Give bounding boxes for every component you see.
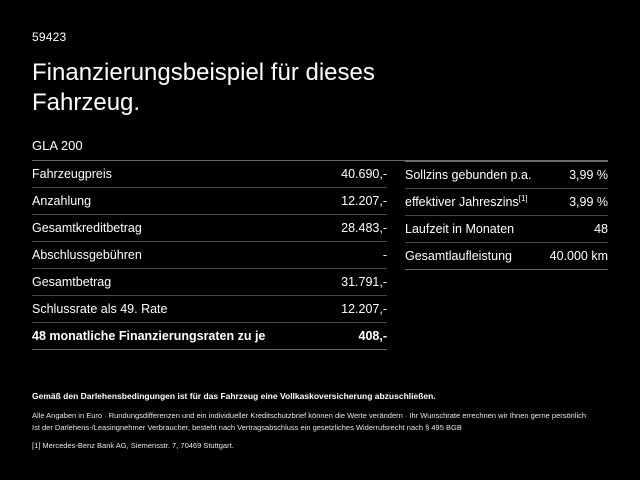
footnote-line-2: Ist der Darlehens-/Leasingnehmer Verbraucher, besteht nach Vertragsabschluss ein gesetzliches Widerrufsrecht nach § 495 BGB (32, 422, 462, 432)
footnotes (32, 390, 607, 452)
row-label: Schlussrate als 49. Rate (32, 302, 168, 316)
row-label-text: effektiver Jahreszins (405, 195, 519, 209)
row-value: 48 (594, 222, 608, 236)
row-value: - (382, 248, 387, 262)
row-value: 3,99 % (569, 195, 608, 209)
row-label: Gesamtkreditbetrag (32, 221, 142, 235)
table-row (405, 243, 608, 270)
left-figures-table (32, 161, 387, 350)
footnote-insurance-note: Gemäß den Darlehensbedingungen ist für das Fahrzeug eine Vollkaskoversicherung abzuschließen. (32, 391, 436, 401)
row-label (405, 195, 528, 209)
row-value: 3,99 % (569, 168, 608, 182)
table-row-monthly-rate (32, 323, 387, 350)
row-label: Fahrzeugpreis (32, 167, 112, 181)
row-label: Gesamtbetrag (32, 275, 112, 289)
footnote-bank-address: [1] Mercedes-Benz Bank AG, Siemensstr. 7, 70469 Stuttgart. (32, 441, 234, 450)
reference-number: 59423 (32, 30, 67, 44)
table-row (32, 296, 387, 323)
row-value: 12.207,- (341, 194, 387, 208)
row-value: 12.207,- (341, 302, 387, 316)
page-title: Finanzierungsbeispiel für dieses Fahrzeug. (32, 59, 375, 116)
footnote-line-1: Alle Angaben in Euro · Rundungsdifferenzen und ein individueller Kreditschutzbrief können die Werte verändern · Ihr Wunschrate errechnen wir Ihnen gerne persönlich (32, 411, 587, 420)
row-label: Abschlussgebühren (32, 248, 142, 262)
table-row (32, 188, 387, 215)
row-label: Laufzeit in Monaten (405, 222, 515, 236)
row-value: 408,- (358, 329, 387, 343)
figures-columns (32, 161, 608, 350)
vehicle-model-label: GLA 200 (32, 138, 608, 161)
footnote-marker: [1] (518, 193, 528, 203)
table-row (405, 161, 608, 189)
table-row (32, 242, 387, 269)
row-value: 40.000 km (549, 249, 608, 263)
row-label: Anzahlung (32, 194, 92, 208)
row-label: Gesamtlaufleistung (405, 249, 513, 263)
table-row (32, 269, 387, 296)
row-label: 48 monatliche Finanzierungsraten zu je (32, 329, 266, 343)
table-row (32, 161, 387, 188)
table-row (405, 189, 608, 216)
table-row (405, 216, 608, 243)
row-label: Sollzins gebunden p.a. (405, 168, 532, 182)
row-value: 31.791,- (341, 275, 387, 289)
table-row (32, 215, 387, 242)
row-value: 28.483,- (341, 221, 387, 235)
row-value: 40.690,- (341, 167, 387, 181)
right-figures-table (405, 161, 608, 270)
